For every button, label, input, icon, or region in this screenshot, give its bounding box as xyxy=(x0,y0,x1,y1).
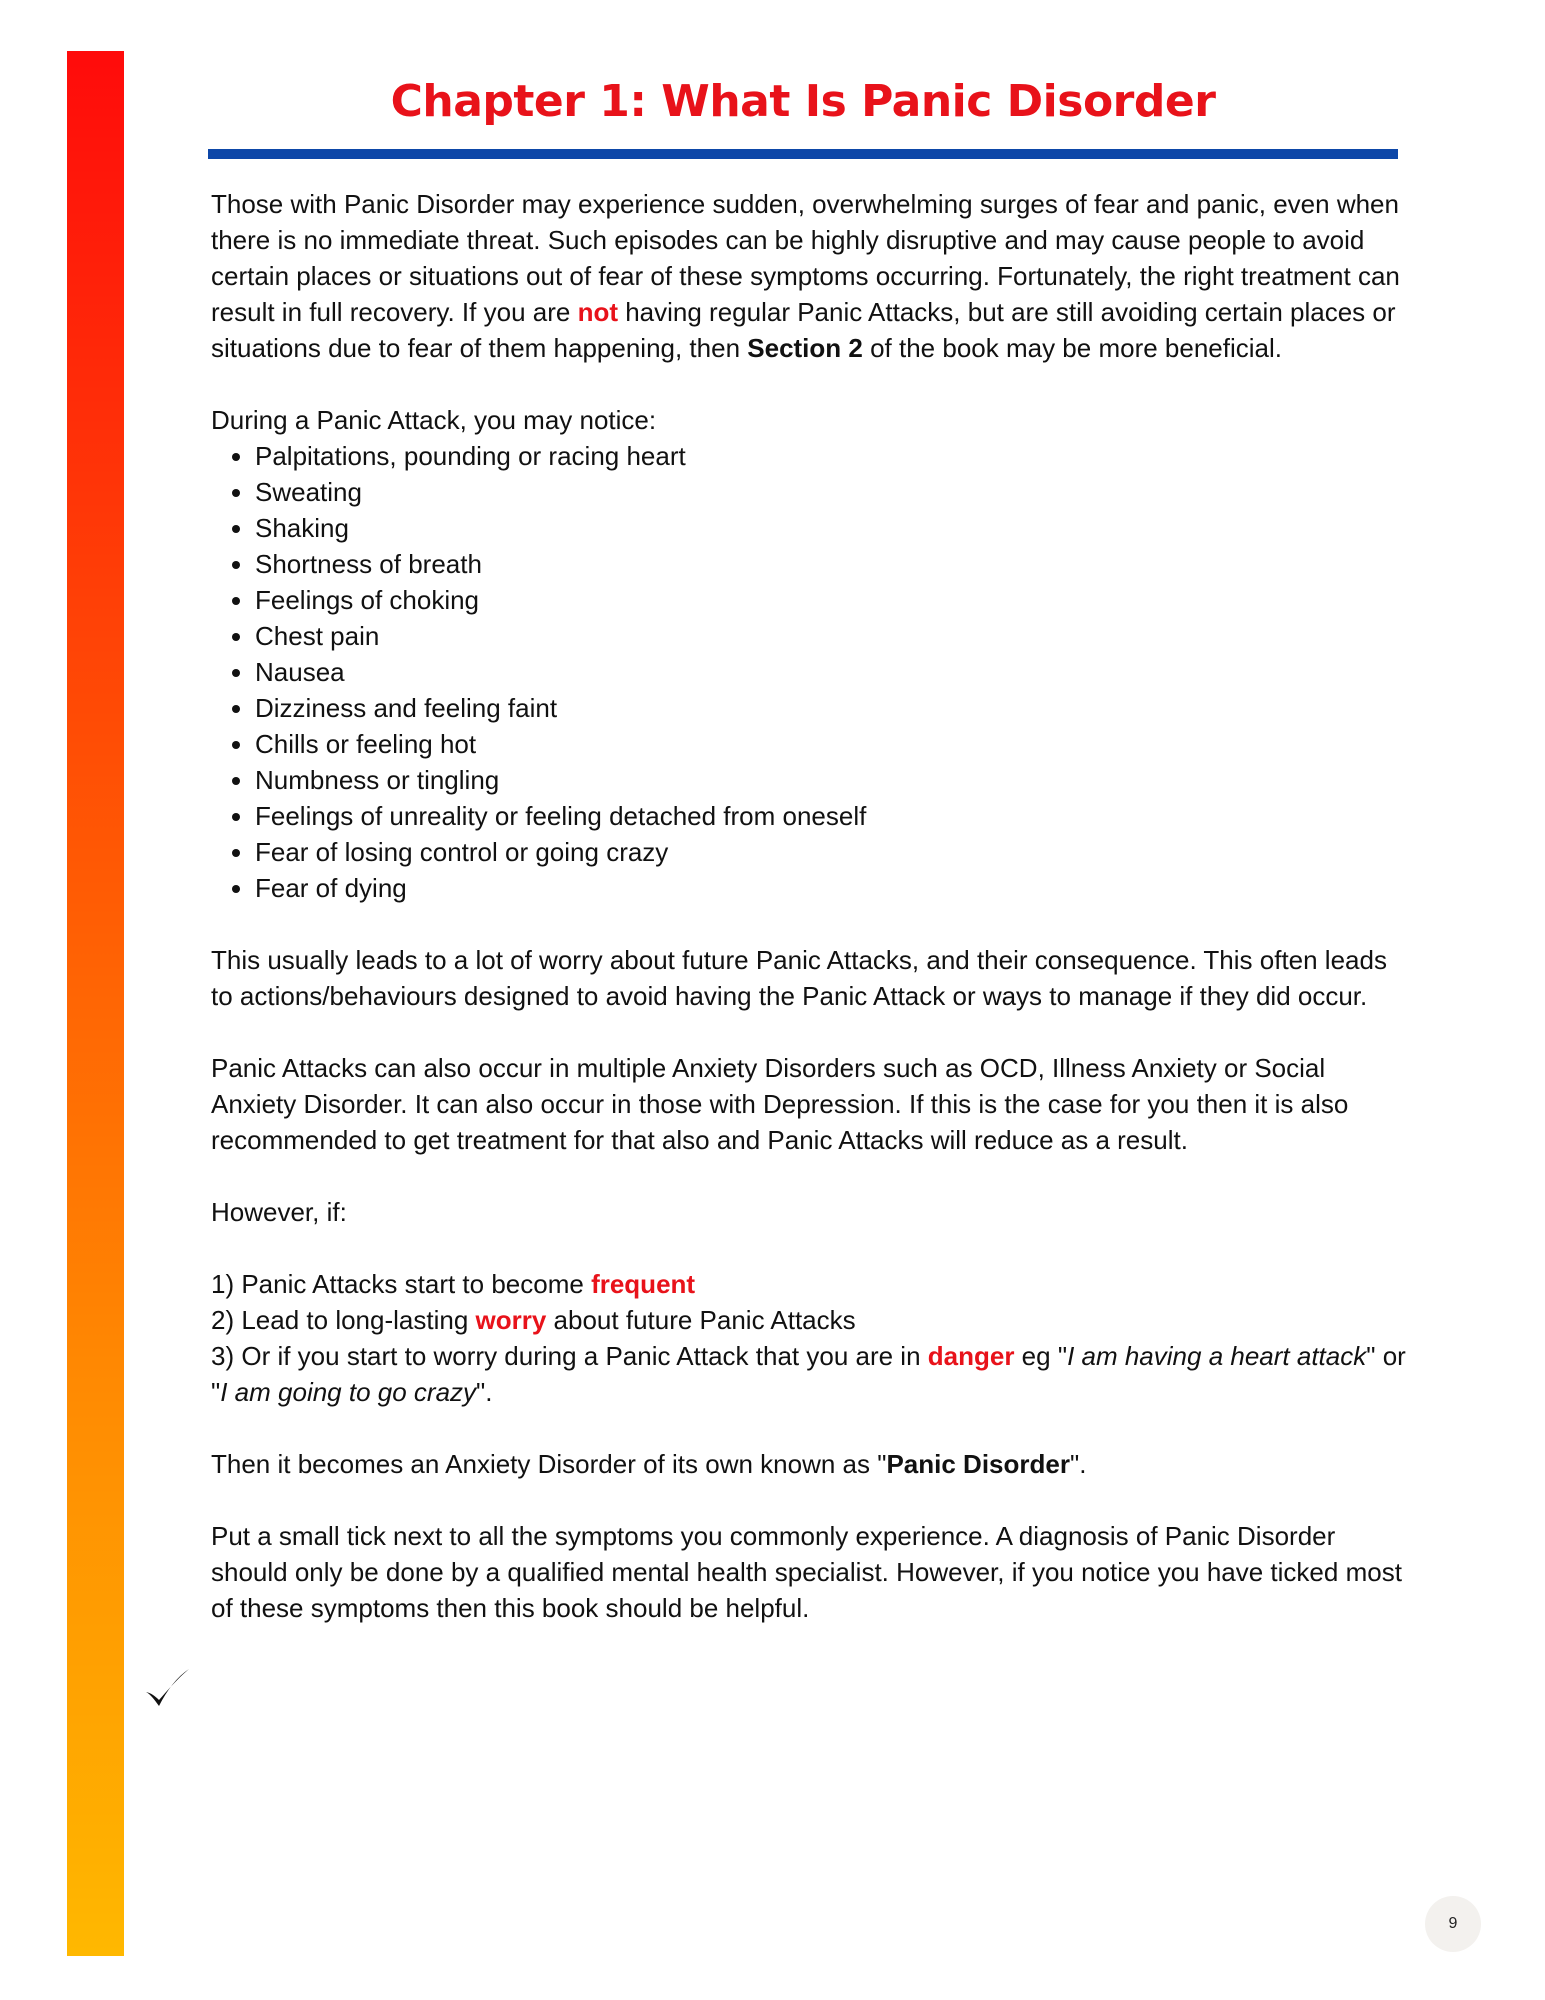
paragraph-spacer xyxy=(211,1158,1406,1194)
condition-3-emphasis: danger xyxy=(927,1341,1015,1371)
symptoms-lead: During a Panic Attack, you may notice: xyxy=(211,405,657,435)
condition-2-after: about future Panic Attacks xyxy=(546,1305,856,1335)
conclusion-before: Then it becomes an Anxiety Disorder of its own known as " xyxy=(211,1449,887,1479)
intro-emphasis-not: not xyxy=(577,297,618,327)
conclusion-paragraph xyxy=(211,1446,1406,1482)
symptom-item: • Fear of losing control or going crazy xyxy=(255,834,1406,870)
paragraph-spacer xyxy=(211,1230,1406,1266)
paragraph-spacer xyxy=(211,1410,1406,1446)
intro-text-part3: of the book may be more beneficial. xyxy=(862,333,1282,363)
condition-3-quote-1: I am having a heart attack xyxy=(1067,1341,1367,1371)
chapter-content xyxy=(211,186,1406,1626)
condition-2-emphasis: worry xyxy=(475,1305,547,1335)
paragraph-spacer xyxy=(211,1014,1406,1050)
symptom-item: • Chills or feeling hot xyxy=(255,726,1406,762)
condition-1-text: 1) Panic Attacks start to become xyxy=(211,1269,592,1299)
condition-2 xyxy=(211,1302,1406,1338)
condition-2-text: 2) Lead to long-lasting xyxy=(211,1305,476,1335)
symptom-item: • Palpitations, pounding or racing heart xyxy=(255,438,1406,474)
paragraph-spacer xyxy=(211,1482,1406,1518)
decorative-side-bar xyxy=(67,51,124,1956)
section-reference: Section 2 xyxy=(747,333,863,363)
symptom-item: • Chest pain xyxy=(255,618,1406,654)
intro-text-part2: having regular Panic Attacks, but are still avoiding certain places or situations due to fear of them happening, then xyxy=(211,297,1396,363)
condition-3-text: 3) Or if you start to worry during a Panic Attack that you are in xyxy=(211,1341,928,1371)
condition-3-mid: eg " xyxy=(1014,1341,1068,1371)
paragraph-spacer xyxy=(211,906,1406,942)
condition-3-mid-2: " or " xyxy=(211,1341,1406,1407)
condition-3 xyxy=(211,1338,1406,1410)
page-title: Chapter 1: What Is Panic Disorder xyxy=(390,76,1216,127)
symptom-item: • Shaking xyxy=(255,510,1406,546)
symptom-item: • Numbness or tingling xyxy=(255,762,1406,798)
symptom-item: • Nausea xyxy=(255,654,1406,690)
symptom-item: • Feelings of unreality or feeling detached from oneself xyxy=(255,798,1406,834)
symptom-item: • Dizziness and feeling faint xyxy=(255,690,1406,726)
symptom-item: • Sweating xyxy=(255,474,1406,510)
symptom-item: • Feelings of choking xyxy=(255,582,1406,618)
page-number-badge: 9 xyxy=(1425,1896,1481,1952)
paragraph-spacer xyxy=(211,366,1406,402)
other-disorders-paragraph: Panic Attacks can also occur in multiple Anxiety Disorders such as OCD, Illness Anxiety or Social Anxiety Disorder. It can also occur in those with Depression. If this is the case for you then it is also recommended to get treatment for that also and Panic Attacks will reduce as a result. xyxy=(211,1053,1349,1155)
checkmark-icon xyxy=(143,1666,191,1710)
however-line: However, if: xyxy=(211,1197,347,1227)
intro-text-part1: Those with Panic Disorder may experience sudden, overwhelming surges of fear and panic, even when there is no immediate threat. Such episodes can be highly disruptive and may cause people to avoid certain places or situations out of fear of these symptoms occurring. Fortunately, the right treatment can result in full recovery. If you are xyxy=(211,189,1400,327)
condition-1 xyxy=(211,1266,1406,1302)
title-underline-rule xyxy=(208,149,1398,159)
conclusion-term: Panic Disorder xyxy=(886,1449,1070,1479)
symptom-item: • Fear of dying xyxy=(255,870,1406,906)
worry-paragraph: This usually leads to a lot of worry about future Panic Attacks, and their consequence. This often leads to actions/behaviours designed to avoid having the Panic Attack or ways to manage if they did occur. xyxy=(211,945,1387,1011)
conclusion-after: ". xyxy=(1069,1449,1087,1479)
symptom-list xyxy=(211,438,1406,906)
condition-1-emphasis: frequent xyxy=(591,1269,696,1299)
condition-3-quote-2: I am going to go crazy xyxy=(220,1377,477,1407)
symptom-item: • Shortness of breath xyxy=(255,546,1406,582)
intro-paragraph xyxy=(211,186,1406,366)
tick-instruction-paragraph: Put a small tick next to all the symptoms you commonly experience. A diagnosis of Panic Disorder should only be done by a qualified mental health specialist. However, if you notice you have ticked most of these symptoms then this book should be helpful. xyxy=(211,1521,1402,1623)
condition-3-end: ". xyxy=(476,1377,493,1407)
